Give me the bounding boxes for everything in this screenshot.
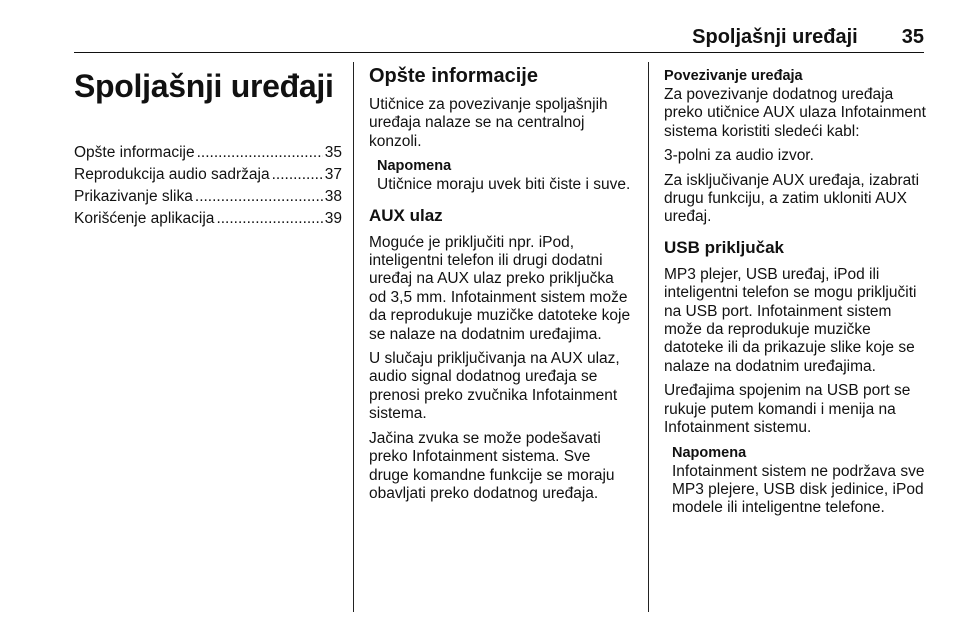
usb-paragraph-2: Uređajima spojenim na USB port se rukuje putem komandi i menija na Infotainment sistemu. [664, 382, 911, 437]
column-divider-2 [648, 62, 649, 612]
middle-column [369, 60, 633, 509]
toc-entry[interactable] [74, 210, 342, 232]
aux-paragraph-3: Jačina zvuka se može podešavati preko Infotainment sistema. Sve druge komandne funkcije se moraju obavljati preko dodatnog uređaja. [369, 429, 615, 502]
section-heading-general: Opšte informacije [369, 65, 538, 87]
column-divider-1 [353, 62, 354, 612]
page-number: 35 [901, 26, 924, 48]
note-block [369, 157, 633, 194]
intro-paragraph: Utičnice za povezivanje spoljašnjih uređaja nalaze se na centralnoj konzoli. [369, 96, 608, 150]
note-title: Napomena [672, 444, 747, 461]
usb-note-block [664, 444, 928, 518]
running-header-title: Spoljašnji uređaji [692, 26, 858, 48]
table-of-contents [74, 144, 342, 232]
note-text: Utičnice moraju uvek biti čiste i suve. [377, 176, 631, 194]
section-heading-usb: USB priključak [664, 237, 784, 257]
toc-page: 39 [324, 210, 342, 227]
right-column [664, 60, 928, 525]
left-column [74, 60, 342, 232]
note-title: Napomena [377, 158, 452, 175]
connect-paragraph-3: Za isključivanje AUX uređaja, izabrati drugu funkciju, a zatim ukloniti AUX uređaj. [664, 171, 920, 226]
toc-page: 37 [324, 166, 342, 183]
connect-paragraph-1: Za povezivanje dodatnog uređaja preko utičnice AUX ulaza Infotainment sistema koristiti sledeći kabl: [664, 86, 926, 140]
toc-entry[interactable] [74, 188, 342, 210]
subheading-connect: Povezivanje uređaja [664, 68, 803, 84]
toc-entry[interactable] [74, 144, 342, 166]
toc-entry[interactable] [74, 166, 342, 188]
toc-label: Reprodukcija audio sadržaja [74, 166, 270, 183]
connect-paragraph-2: 3-polni za audio izvor. [664, 147, 814, 165]
toc-leader [197, 144, 323, 162]
chapter-title: Spoljašnji uređaji [74, 68, 334, 104]
toc-label: Opšte informacije [74, 144, 195, 161]
usb-paragraph-1: MP3 plejer, USB uređaj, iPod ili inteligentni telefon se mogu priključiti na USB port. Infotainment sistem može da reprodukuje muzičke datoteke ili da prikazuje slike koje se nalaze na dodatnim uređajima. [664, 265, 917, 375]
header-rule [74, 52, 924, 53]
toc-leader [216, 210, 322, 228]
aux-paragraph-1: Moguće je priključiti npr. iPod, inteligentni telefon ili drugi dodatni uređaj na AUX ulaz preko priključka od 3,5 mm. Infotainment sistem može da reprodukuje muzičke datoteke koje se nalaze na dodatnim uređajima. [369, 233, 631, 343]
toc-page: 38 [324, 188, 342, 205]
toc-page: 35 [324, 144, 342, 161]
toc-leader [272, 166, 323, 184]
section-heading-aux: AUX ulaz [369, 205, 443, 225]
running-header [74, 26, 924, 54]
aux-paragraph-2: U slučaju priključivanja na AUX ulaz, audio signal dodatnog uređaja se prenosi preko zvučnika Infotainment sistema. [369, 350, 620, 423]
toc-leader [195, 188, 323, 206]
toc-label: Korišćenje aplikacija [74, 210, 215, 227]
note-text: Infotainment sistem ne podržava sve MP3 plejere, USB disk jedinice, iPod modele ili inteligentne telefone. [672, 462, 925, 517]
toc-label: Prikazivanje slika [74, 188, 193, 205]
